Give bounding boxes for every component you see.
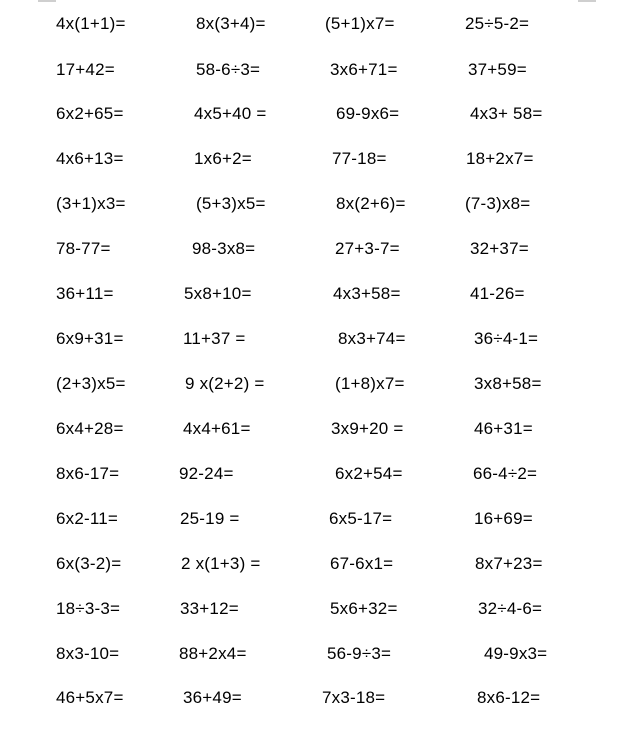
math-problem: 9 x(2+2) =	[185, 374, 265, 393]
math-problem: 4x6+13=	[56, 149, 124, 168]
math-problem: 6x2+65=	[56, 104, 124, 123]
math-problem: 16+69=	[474, 509, 533, 528]
math-problem: 1x6+2=	[194, 149, 252, 168]
math-problem: 46+31=	[474, 419, 533, 438]
problem-row	[0, 192, 634, 216]
math-problem: (1+8)x7=	[335, 374, 405, 393]
problem-row	[0, 237, 634, 261]
math-problem: 98-3x8=	[192, 239, 256, 258]
math-problem: 2 x(1+3) =	[181, 554, 261, 573]
math-problem: 32÷4-6=	[478, 599, 543, 618]
math-problem: 66-4÷2=	[473, 464, 538, 483]
math-problem: 5x6+32=	[330, 599, 398, 618]
math-problem: 3x9+20 =	[331, 419, 404, 438]
math-problem: 17+42=	[56, 60, 115, 79]
problem-row	[0, 327, 634, 351]
math-problem: 41-26=	[470, 284, 525, 303]
math-problem: 36÷4-1=	[474, 329, 539, 348]
problem-row	[0, 597, 634, 621]
math-problem: 8x3-10=	[56, 644, 120, 663]
problem-row	[0, 102, 634, 126]
math-problem: 4x3+ 58=	[470, 104, 543, 123]
math-problem: (5+1)x7=	[325, 14, 395, 33]
page-corner-mark-left	[38, 0, 56, 2]
problem-row	[0, 147, 634, 171]
math-problem: 8x6-12=	[477, 688, 541, 707]
problem-row	[0, 552, 634, 576]
problem-row	[0, 462, 634, 486]
math-problem: 67-6x1=	[330, 554, 394, 573]
problem-row	[0, 12, 634, 36]
math-problem: 4x5+40 =	[194, 104, 267, 123]
math-problem: 18÷3-3=	[56, 599, 121, 618]
math-problem: 46+5x7=	[56, 688, 124, 707]
math-problem: 56-9÷3=	[327, 644, 392, 663]
math-problem: 6x2-11=	[56, 509, 119, 528]
math-problem: 7x3-18=	[322, 688, 386, 707]
problem-row	[0, 282, 634, 306]
math-problem: 77-18=	[332, 149, 387, 168]
math-problem: (7-3)x8=	[465, 194, 531, 213]
math-problem: 11+37 =	[183, 329, 246, 348]
math-problem: 5x8+10=	[184, 284, 252, 303]
problem-row	[0, 642, 634, 666]
math-problem: 37+59=	[468, 60, 527, 79]
math-problem: 6x(3-2)=	[56, 554, 122, 573]
math-problem: 6x5-17=	[329, 509, 393, 528]
math-problem: 6x4+28=	[56, 419, 124, 438]
math-problem: 3x6+71=	[330, 60, 398, 79]
math-problem: 88+2x4=	[179, 644, 247, 663]
math-problem: 25÷5-2=	[465, 14, 530, 33]
math-problem: 8x7+23=	[475, 554, 543, 573]
math-problem: 8x6-17=	[56, 464, 120, 483]
math-problem: (2+3)x5=	[56, 374, 126, 393]
problem-row	[0, 58, 634, 82]
problem-row	[0, 507, 634, 531]
math-problem: 4x(1+1)=	[56, 14, 126, 33]
math-problem: 78-77=	[56, 239, 111, 258]
math-problem: (3+1)x3=	[56, 194, 126, 213]
problem-row	[0, 686, 634, 710]
page-corner-mark-right	[578, 0, 596, 2]
math-problem: 4x4+61=	[183, 419, 251, 438]
math-problem: 25-19 =	[180, 509, 240, 528]
math-problem: 18+2x7=	[466, 149, 534, 168]
math-problem: 33+12=	[180, 599, 239, 618]
math-problem: 4x3+58=	[333, 284, 401, 303]
math-problem: 92-24=	[179, 464, 234, 483]
math-problem: (5+3)x5=	[196, 194, 266, 213]
math-problem: 49-9x3=	[484, 644, 548, 663]
math-problem: 58-6÷3=	[196, 60, 261, 79]
problem-row	[0, 417, 634, 441]
math-problem: 36+49=	[183, 688, 242, 707]
math-problem: 6x9+31=	[56, 329, 124, 348]
math-problem: 6x2+54=	[335, 464, 403, 483]
math-problem: 32+37=	[470, 239, 529, 258]
math-problem: 8x3+74=	[338, 329, 406, 348]
math-problem: 8x(2+6)=	[336, 194, 406, 213]
math-problem: 69-9x6=	[336, 104, 400, 123]
math-problem: 3x8+58=	[474, 374, 542, 393]
math-problem: 27+3-7=	[335, 239, 400, 258]
problem-row	[0, 372, 634, 396]
math-problem: 8x(3+4)=	[196, 14, 266, 33]
math-problem: 36+11=	[56, 284, 114, 303]
